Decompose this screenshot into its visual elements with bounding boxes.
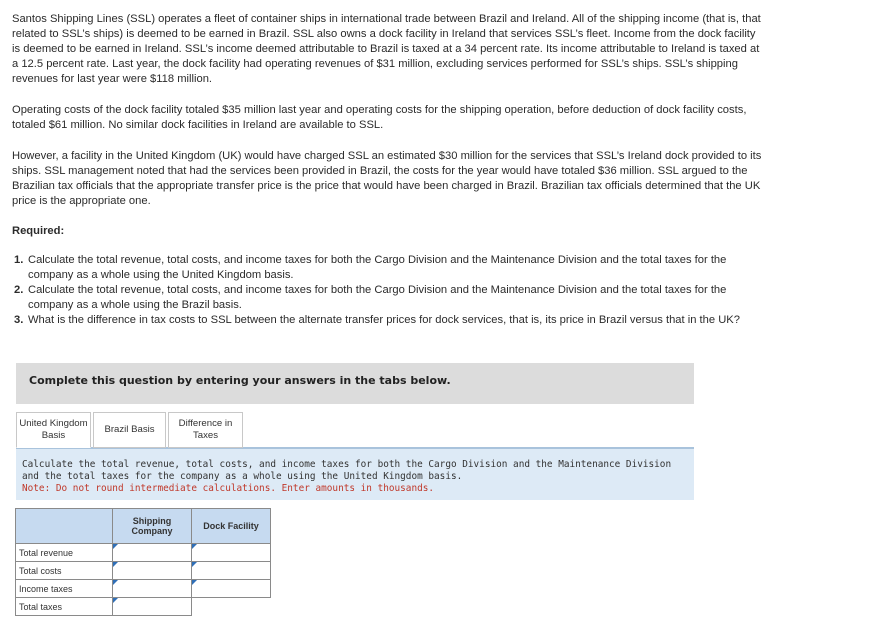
requirement-number: 3. [14, 314, 24, 326]
input-marker-icon [192, 580, 197, 585]
tab-united-kingdom-basis[interactable] [16, 412, 91, 448]
input-marker-icon [113, 580, 118, 585]
requirement-text: What is the difference in tax costs to SSL between the alternate transfer prices for dock services, that is, its price in Brazil versus that in the UK? [28, 314, 740, 326]
total-revenue-shipping-cell[interactable] [113, 544, 192, 562]
requirement-text: Calculate the total revenue, total costs, and income taxes for both the Cargo Division and the Maintenance Division and the total taxes for the company as a whole using the Brazil basis. [28, 284, 727, 311]
input-marker-icon [192, 562, 197, 567]
table-row [16, 598, 271, 616]
total-revenue-dock-input[interactable] [192, 544, 270, 561]
requirement-2 [14, 283, 754, 313]
total-taxes-shipping-input[interactable] [113, 598, 191, 615]
instruction-text: Complete this question by entering your answers in the tabs below. [29, 374, 451, 387]
income-taxes-shipping-cell[interactable] [113, 580, 192, 598]
table-row [16, 580, 271, 598]
input-marker-icon [113, 562, 118, 567]
problem-paragraph-3: However, a facility in the United Kingdom (UK) would have charged SSL an estimated $30 million for the services that SSL’s Ireland dock provided to its ships. SSL management noted that had the services been provided in Brazil, the costs for the year would have totaled $36 million. SSL argued to the Brazilian tax officials that the appropriate transfer price is the price that would have been charged in Brazil. Brazilian tax officials determined that the UK price is the appropriate one. [12, 150, 762, 208]
income-taxes-shipping-input[interactable] [113, 580, 191, 597]
row-label-income-taxes: Income taxes [16, 580, 113, 598]
required-heading: Required: [12, 225, 65, 237]
panel-description: Calculate the total revenue, total costs, and income taxes for both the Cargo Division and the Maintenance Division and the total taxes for the company as a whole using the United Kingdom basis. [22, 459, 672, 482]
row-label-total-revenue: Total revenue [16, 544, 113, 562]
total-costs-dock-cell[interactable] [192, 562, 271, 580]
total-revenue-dock-cell[interactable] [192, 544, 271, 562]
tab-label: Difference in Taxes [178, 418, 233, 441]
income-taxes-dock-input[interactable] [192, 580, 270, 597]
tab-label: United Kingdom Basis [19, 418, 88, 441]
instruction-banner [16, 363, 694, 404]
total-costs-shipping-cell[interactable] [113, 562, 192, 580]
column-header-shipping-company: Shipping Company [113, 509, 192, 544]
tab-panel-instructions [16, 448, 694, 500]
column-header-dock-facility: Dock Facility [192, 509, 271, 544]
income-taxes-dock-cell[interactable] [192, 580, 271, 598]
total-revenue-shipping-input[interactable] [113, 544, 191, 561]
panel-note: Note: Do not round intermediate calculations. Enter amounts in thousands. [22, 483, 435, 494]
total-taxes-dock-cell [192, 598, 271, 616]
problem-paragraph-1: Santos Shipping Lines (SSL) operates a fleet of container ships in international trade between Brazil and Ireland. All of the shipping income (that is, that related to SSL’s ships) is deemed to be earned in Brazil. SSL also owns a dock facility in Ireland that services SSL’s fleet. Income from the dock facility is deemed to be earned in Ireland. SSL’s income deemed attributable to Brazil is taxed at a 34 percent rate. Its income attributable to Ireland is taxed at a 12.5 percent rate. Last year, the dock facility had operating revenues of $31 million, excluding services performed for SSL’s ships. SSL’s shipping revenues for last year were $118 million. [12, 13, 761, 86]
requirements-list [14, 253, 754, 328]
requirement-text: Calculate the total revenue, total costs, and income taxes for both the Cargo Division and the Maintenance Division and the total taxes for the company as a whole using the United Kingdom basis. [28, 254, 727, 281]
total-costs-shipping-input[interactable] [113, 562, 191, 579]
row-label-total-costs: Total costs [16, 562, 113, 580]
requirement-1 [14, 253, 754, 283]
answer-table [15, 508, 271, 616]
problem-paragraph-2: Operating costs of the dock facility totaled $35 million last year and operating costs for the shipping operation, before deduction of dock facility costs, totaled $61 million. No similar dock facilities in Ireland are available to SSL. [12, 104, 747, 132]
tab-difference-in-taxes[interactable] [168, 412, 243, 448]
table-header-row [16, 509, 271, 544]
table-row [16, 562, 271, 580]
table-corner-header [16, 509, 113, 544]
tab-brazil-basis[interactable] [93, 412, 166, 448]
total-taxes-shipping-cell[interactable] [113, 598, 192, 616]
row-label-total-taxes: Total taxes [16, 598, 113, 616]
input-marker-icon [113, 544, 118, 549]
input-marker-icon [113, 598, 118, 603]
tab-label: Brazil Basis [104, 424, 155, 435]
requirement-number: 1. [14, 254, 24, 266]
table-row [16, 544, 271, 562]
requirement-3 [14, 313, 754, 328]
input-marker-icon [192, 544, 197, 549]
requirement-number: 2. [14, 284, 24, 296]
total-costs-dock-input[interactable] [192, 562, 270, 579]
